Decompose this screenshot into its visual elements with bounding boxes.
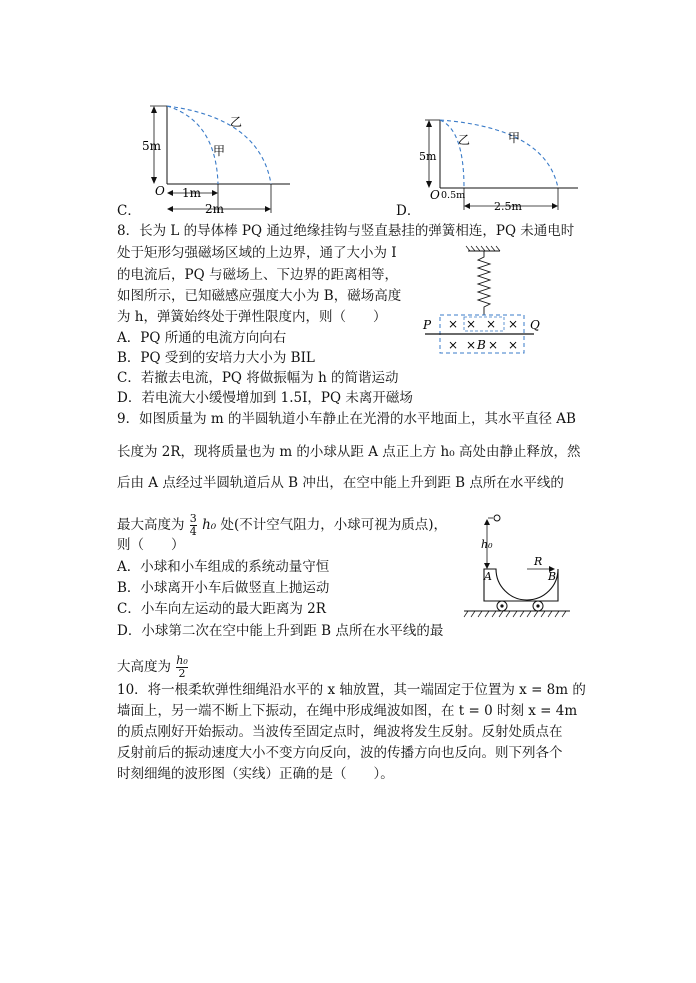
- origin-label: O: [430, 188, 440, 202]
- q8-line-3: 的电流后，PQ 与磁场上、下边界的距离相等，: [117, 267, 398, 283]
- curve-yi-label: 乙: [230, 115, 243, 129]
- a-label: A: [484, 570, 492, 583]
- long-distance-label: 2m: [205, 202, 225, 216]
- q10-line-2: 墙面上，另一端不断上下振动，在绳中形成绳波如图，在 t = 0 时刻 x = 4m: [117, 703, 578, 719]
- field-cross: ×: [466, 338, 477, 352]
- q9-line-2: 长度为 2R，现将质量也为 m 的小球从距 A 点正上方 h₀ 高处由静止释放，然: [117, 444, 581, 460]
- fraction-numerator: 3: [189, 512, 197, 525]
- spring-figure: [420, 245, 540, 360]
- q10-line-5: 时刻细绳的波形图（实线）正确的是（ ）。: [117, 766, 394, 782]
- q8-line-5: 为 h，弹簧始终处于弹性限度内，则（ ）: [117, 309, 387, 325]
- q8-option-b: B．PQ 受到的安培力大小为 BIL: [117, 350, 315, 366]
- field-cross: ×: [448, 338, 459, 352]
- field-cross: ×: [486, 317, 497, 331]
- figure-c: [140, 96, 300, 221]
- ball: [494, 515, 500, 521]
- height-label: 5m: [419, 150, 437, 163]
- q9-option-d-tail-prefix: 大高度为: [117, 659, 171, 675]
- option-d-label: D．: [396, 203, 421, 219]
- cart-figure: [462, 510, 572, 622]
- option-c-label: C．: [117, 203, 141, 219]
- q9-line-4-var: h₀: [202, 517, 217, 533]
- fraction-denominator: 4: [189, 525, 197, 538]
- short-distance-label: 1m: [182, 186, 202, 200]
- q8-line-2: 处于矩形匀强磁场区域的上边界，通了大小为 I: [117, 245, 397, 261]
- q10-line-3: 的质点刚好开始振动。当波传至固定点时，绳波将发生反射。反射处质点在: [117, 724, 563, 740]
- q8-line-1: 8．长为 L 的导体棒 PQ 通过绝缘挂钩与竖直悬挂的弹簧相连，PQ 未通电时: [117, 223, 575, 239]
- label-q: Q: [530, 318, 540, 332]
- fraction-denominator: 2: [178, 667, 186, 680]
- b-label: B: [548, 570, 557, 583]
- q8-line-4: 如图所示，已知磁感应强度大小为 B，磁场高度: [117, 288, 402, 304]
- field-cross: ×: [508, 317, 519, 331]
- q9-line-4-prefix: 最大高度为: [117, 517, 185, 533]
- curve-jia-label: 甲: [213, 144, 226, 158]
- curve-yi: [440, 120, 464, 188]
- q8-option-a: A．PQ 所通的电流方向向右: [117, 330, 287, 346]
- q8-option-c: C．若撤去电流，PQ 将做振幅为 h 的简谐运动: [117, 370, 399, 386]
- q9-option-a: A．小球和小车组成的系统动量守恒: [117, 559, 330, 575]
- label-p: P: [423, 318, 432, 332]
- long-distance-label: 2.5m: [494, 200, 522, 213]
- short-distance-label: 0.5m: [441, 190, 466, 201]
- q9-option-d-tail: [117, 655, 189, 680]
- fraction-numerator: h₀: [176, 654, 188, 667]
- q9-line-4-suffix: 处(不计空气阻力，小球可视为质点)，: [220, 517, 448, 533]
- cart-body: [484, 569, 558, 601]
- field-cross: ×: [488, 338, 499, 352]
- r-label: R: [534, 555, 543, 568]
- q9-option-b: B．小球离开小车后做竖直上抛运动: [117, 580, 330, 596]
- q9-option-d: D．小球第二次在空中能上升到距 B 点所在水平线的最: [117, 623, 444, 639]
- figure-d: [418, 110, 588, 215]
- fraction-three-quarters: [190, 513, 197, 538]
- q9-line-3: 后由 A 点经过半圆轨道后从 B 冲出，在空中能上升到距 B 点所在水平线的: [117, 475, 564, 491]
- q10-line-1: 10．将一根柔软弹性细绳沿水平的 x 轴放置，其一端固定于位置为 x = 8m 的: [117, 682, 586, 698]
- field-cross: ×: [466, 317, 477, 331]
- field-cross: ×: [508, 338, 519, 352]
- q9-line-1: 9．如图质量为 m 的半圆轨道小车静止在光滑的水平地面上，其水平直径 AB: [117, 411, 576, 427]
- label-b: B: [477, 338, 486, 352]
- q10-line-4: 反射前后的振动速度大小不变方向反向，波的传播方向也反向。则下列各个: [117, 745, 563, 761]
- field-cross: ×: [448, 317, 459, 331]
- spring: [478, 251, 490, 315]
- height-label: 5m: [142, 139, 162, 153]
- curve-jia: [440, 120, 558, 188]
- curve-yi-label: 乙: [458, 133, 471, 147]
- q9-line-5: 则（ ）: [117, 537, 185, 553]
- curve-jia: [167, 106, 218, 184]
- q9-option-c: C．小车向左运动的最大距离为 2R: [117, 601, 326, 617]
- curve-jia-label: 甲: [508, 131, 521, 145]
- origin-label: O: [155, 184, 165, 198]
- fraction-h0-half: [176, 655, 188, 680]
- q8-option-d: D．若电流大小缓慢增加到 1.5I，PQ 未离开磁场: [117, 390, 413, 406]
- h0-label: h₀: [481, 538, 493, 551]
